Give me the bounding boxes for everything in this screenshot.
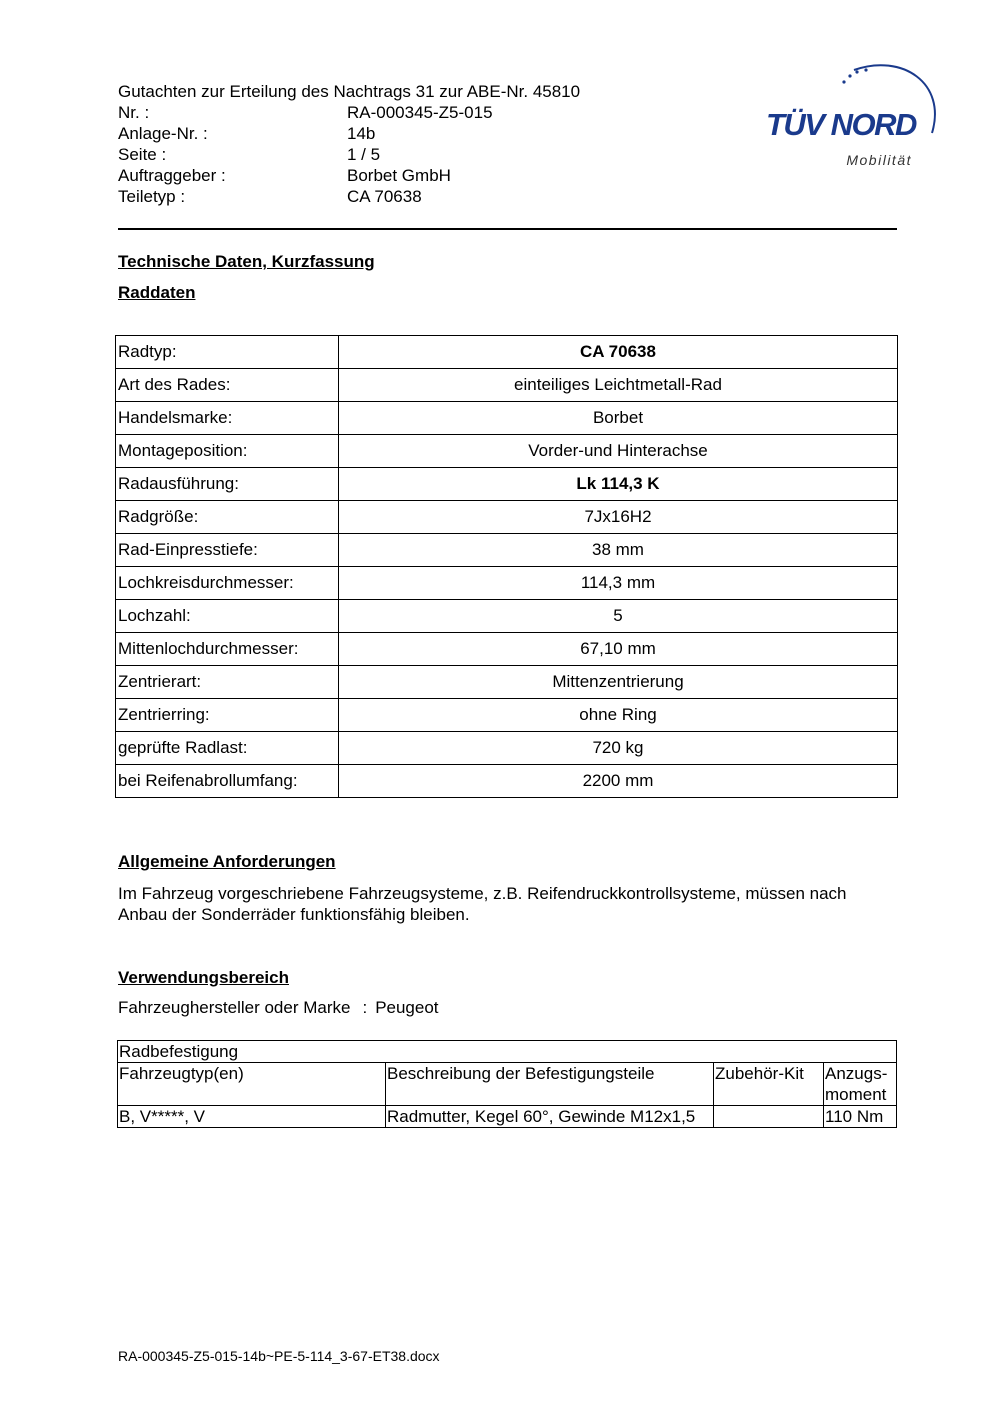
- section-heading-raddaten: Raddaten: [118, 283, 196, 302]
- table-row: [116, 369, 898, 402]
- table-row: [116, 732, 898, 765]
- col-header-anzugsmoment: Anzugs-moment: [824, 1063, 897, 1106]
- table-row: [116, 633, 898, 666]
- section-heading-verwendung: Verwendungsbereich: [118, 968, 289, 987]
- table-row: [116, 501, 898, 534]
- verwendung-value: Peugeot: [375, 998, 439, 1017]
- footer-filename: RA-000345-Z5-015-14b~PE-5-114_3-67-ET38.docx: [118, 1348, 440, 1364]
- cell-label: Radtyp:: [116, 336, 339, 369]
- verwendung-separator: :: [362, 998, 368, 1017]
- header-label: Teiletyp :: [118, 187, 186, 206]
- col-header-fahrzeugtyp: Fahrzeugtyp(en): [118, 1063, 386, 1106]
- cell-value: 5: [339, 600, 898, 633]
- document-header: [118, 81, 580, 207]
- cell-value: Lk 114,3 K: [339, 468, 898, 501]
- radbefestigung-table: [117, 1040, 897, 1128]
- header-value: 1 / 5: [347, 145, 381, 164]
- section-heading-allgemein: Allgemeine Anforderungen: [118, 852, 336, 871]
- cell-label: Mittenlochdurchmesser:: [116, 633, 339, 666]
- cell-label: Lochkreisdurchmesser:: [116, 567, 339, 600]
- table-row: [116, 468, 898, 501]
- table-header-row: [118, 1063, 897, 1106]
- cell-anzugsmoment: 110 Nm: [824, 1106, 897, 1128]
- allgemein-paragraph: Im Fahrzeug vorgeschriebene Fahrzeugsysteme, z.B. Reifendruckkontrollsysteme, müssen nach Anbau der Sonderräder funktionsfähig bleiben.: [118, 884, 847, 924]
- cell-value: 2200 mm: [339, 765, 898, 798]
- cell-value: 67,10 mm: [339, 633, 898, 666]
- table-row: [116, 336, 898, 369]
- cell-value: einteiliges Leichtmetall-Rad: [339, 369, 898, 402]
- header-row: [118, 102, 580, 123]
- cell-label: Radausführung:: [116, 468, 339, 501]
- cell-zubehoer-kit: [714, 1106, 824, 1128]
- cell-value: Vorder-und Hinterachse: [339, 435, 898, 468]
- col-header-zubehoer-kit: Zubehör-Kit: [714, 1063, 824, 1106]
- cell-value: CA 70638: [339, 336, 898, 369]
- cell-value: 38 mm: [339, 534, 898, 567]
- header-label: Anlage-Nr. :: [118, 124, 208, 143]
- tuev-nord-logo: [762, 58, 942, 173]
- col-header-beschreibung: Beschreibung der Befestigungsteile: [386, 1063, 714, 1106]
- cell-beschreibung: Radmutter, Kegel 60°, Gewinde M12x1,5: [386, 1106, 714, 1128]
- table-row: [116, 699, 898, 732]
- cell-label: bei Reifenabrollumfang:: [116, 765, 339, 798]
- table-row: [116, 402, 898, 435]
- table-row: [116, 435, 898, 468]
- cell-value: 114,3 mm: [339, 567, 898, 600]
- table-row: [116, 765, 898, 798]
- header-value: CA 70638: [347, 187, 422, 206]
- table-title-row: [118, 1041, 897, 1063]
- cell-value: 7Jx16H2: [339, 501, 898, 534]
- header-value: 14b: [347, 124, 376, 143]
- table-row: [116, 666, 898, 699]
- cell-label: Lochzahl:: [116, 600, 339, 633]
- radbefestigung-title: Radbefestigung: [118, 1041, 897, 1063]
- cell-label: geprüfte Radlast:: [116, 732, 339, 765]
- table-row: [116, 600, 898, 633]
- cell-value: Mittenzentrierung: [339, 666, 898, 699]
- logo-subtitle: Mobilität: [846, 152, 912, 168]
- verwendung-label: Fahrzeughersteller oder Marke: [118, 998, 351, 1017]
- table-row: [116, 567, 898, 600]
- header-divider: [118, 228, 897, 230]
- header-row: [118, 186, 580, 207]
- cell-value: ohne Ring: [339, 699, 898, 732]
- cell-label: Handelsmarke:: [116, 402, 339, 435]
- header-title: Gutachten zur Erteilung des Nachtrags 31 zur ABE-Nr. 45810: [118, 82, 581, 101]
- logo-brand: TÜV NORD: [766, 107, 916, 142]
- cell-label: Zentrierring:: [116, 699, 339, 732]
- header-value: Borbet GmbH: [347, 166, 451, 185]
- header-row: [118, 123, 580, 144]
- header-label: Nr. :: [118, 103, 150, 122]
- cell-label: Art des Rades:: [116, 369, 339, 402]
- cell-value: 720 kg: [339, 732, 898, 765]
- cell-label: Rad-Einpresstiefe:: [116, 534, 339, 567]
- header-label: Seite :: [118, 145, 167, 164]
- header-label: Auftraggeber :: [118, 166, 226, 185]
- section-heading-tech: Technische Daten, Kurzfassung: [118, 252, 375, 271]
- table-row: [116, 534, 898, 567]
- cell-label: Radgröße:: [116, 501, 339, 534]
- header-value: RA-000345-Z5-015: [347, 103, 493, 122]
- raddaten-table: [115, 335, 898, 798]
- header-row: [118, 165, 580, 186]
- cell-value: Borbet: [339, 402, 898, 435]
- cell-label: Montageposition:: [116, 435, 339, 468]
- cell-fahrzeugtyp: B, V*****, V: [118, 1106, 386, 1128]
- cell-label: Zentrierart:: [116, 666, 339, 699]
- header-row: [118, 144, 580, 165]
- verwendung-line: [118, 998, 439, 1018]
- table-row: [118, 1106, 897, 1128]
